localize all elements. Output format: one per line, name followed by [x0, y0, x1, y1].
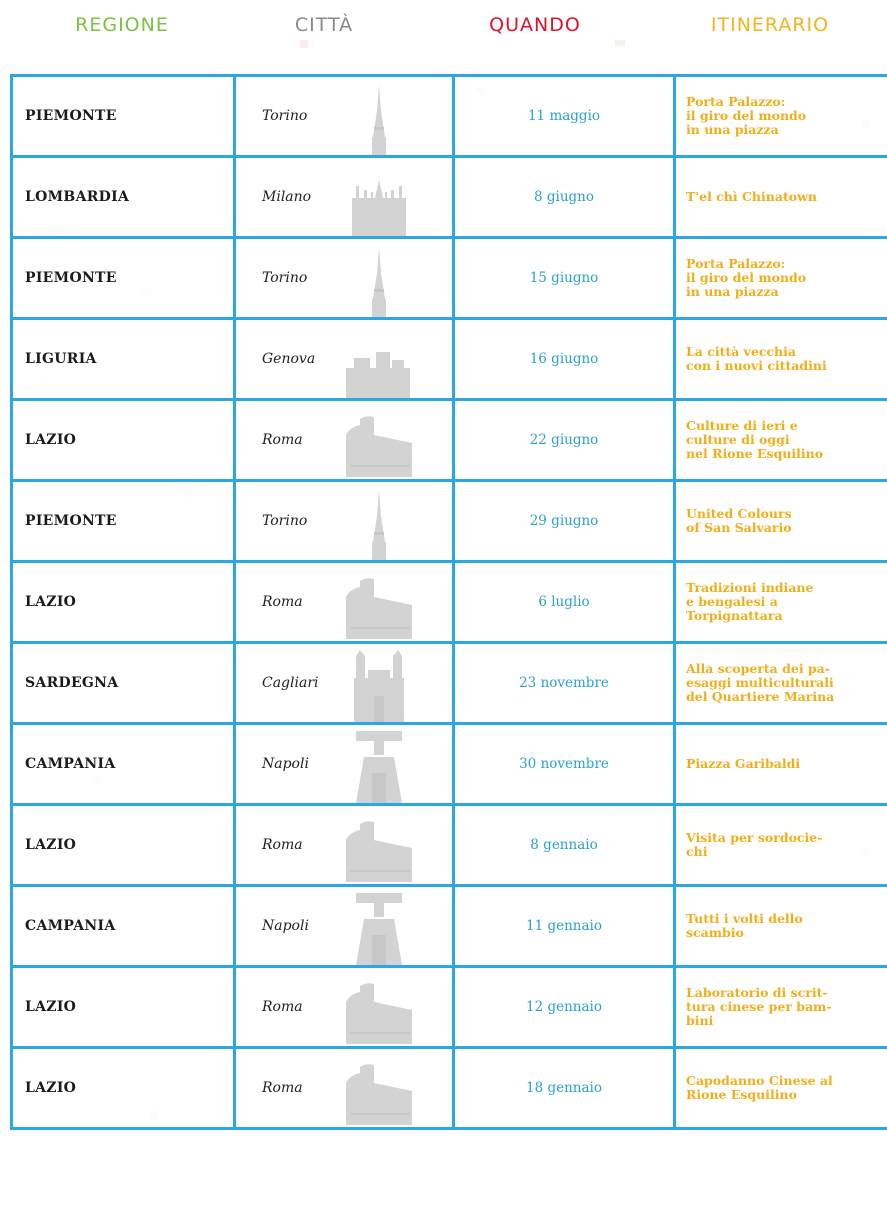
quando-cell: 8 giugno [454, 157, 675, 238]
itinerario-cell [675, 238, 887, 319]
vesuvio-napoli-icon [344, 729, 414, 803]
table-row [12, 400, 887, 481]
table-row [12, 886, 887, 967]
citta-cell [235, 400, 454, 481]
itinerario-line: of San Salvario [686, 521, 792, 535]
citta-name: Roma [262, 432, 303, 448]
citta-name: Milano [262, 189, 312, 205]
citta-name: Cagliari [262, 675, 319, 691]
header-itinerario: ITINERARIO [710, 14, 830, 36]
citta-cell [235, 886, 454, 967]
itinerario-cell [675, 562, 887, 643]
citta-name: Roma [262, 837, 303, 853]
schedule-table [10, 74, 887, 1130]
header-regione: REGIONE [75, 14, 169, 36]
itinerario-cell [675, 967, 887, 1048]
table-row [12, 562, 887, 643]
itinerario-line: nel Rione Esquilino [686, 447, 824, 461]
citta-name: Roma [262, 1080, 303, 1096]
itinerario-line: del Quartiere Marina [686, 690, 835, 704]
regione-cell: LAZIO [12, 562, 235, 643]
vesuvio-napoli-icon [344, 891, 414, 965]
citta-cell [235, 481, 454, 562]
quando-cell: 6 luglio [454, 562, 675, 643]
quando-cell: 11 maggio [454, 76, 675, 157]
citta-name: Torino [262, 108, 308, 124]
itinerario-line: tura cinese per bam- [686, 1000, 832, 1014]
regione-cell: PIEMONTE [12, 481, 235, 562]
regione-cell: LAZIO [12, 400, 235, 481]
regione-cell: PIEMONTE [12, 238, 235, 319]
citta-cell [235, 967, 454, 1048]
regione-cell: LAZIO [12, 967, 235, 1048]
regione-cell: CAMPANIA [12, 724, 235, 805]
colosseum-icon [344, 810, 414, 884]
itinerario-line: il giro del mondo [686, 271, 807, 285]
citta-cell [235, 643, 454, 724]
mole-antonelliana-icon [344, 486, 414, 560]
quando-cell: 12 gennaio [454, 967, 675, 1048]
citta-name: Napoli [262, 756, 309, 772]
header-citta: CITTÀ [294, 14, 354, 36]
itinerario-cell [675, 805, 887, 886]
regione-cell: CAMPANIA [12, 886, 235, 967]
table-row [12, 238, 887, 319]
itinerario-cell [675, 724, 887, 805]
itinerario-cell [675, 886, 887, 967]
itinerario-line: scambio [686, 926, 744, 940]
itinerario-line: il giro del mondo [686, 109, 807, 123]
regione-cell: SARDEGNA [12, 643, 235, 724]
citta-cell [235, 562, 454, 643]
table-row [12, 805, 887, 886]
table-row [12, 319, 887, 400]
itinerario-line: in una piazza [686, 123, 779, 137]
regione-cell: LAZIO [12, 805, 235, 886]
itinerario-line: Torpignattara [686, 609, 783, 623]
quando-cell: 29 giugno [454, 481, 675, 562]
itinerario-line: in una piazza [686, 285, 779, 299]
duomo-milano-icon [344, 162, 414, 236]
itinerario-line: United Colours [686, 507, 792, 521]
itinerario-line: Culture di ieri e [686, 419, 798, 433]
itinerario-line: Visita per sordocie- [686, 831, 823, 845]
citta-cell [235, 805, 454, 886]
itinerario-line: chi [686, 845, 708, 859]
citta-name: Torino [262, 270, 308, 286]
itinerario-line: Capodanno Cinese al [686, 1074, 833, 1088]
citta-cell [235, 724, 454, 805]
header-quando: QUANDO [489, 14, 581, 36]
itinerario-line: esaggi multiculturali [686, 676, 834, 690]
itinerario-line: bini [686, 1014, 714, 1028]
itinerario-line: con i nuovi cittadini [686, 359, 827, 373]
itinerario-line: Laboratorio di scrit- [686, 986, 828, 1000]
itinerario-line: Porta Palazzo: [686, 95, 786, 109]
quando-cell: 18 gennaio [454, 1048, 675, 1129]
regione-cell: LIGURIA [12, 319, 235, 400]
citta-name: Napoli [262, 918, 309, 934]
citta-cell [235, 1048, 454, 1129]
itinerario-line: e bengalesi a [686, 595, 778, 609]
citta-cell [235, 76, 454, 157]
citta-cell [235, 319, 454, 400]
citta-name: Roma [262, 999, 303, 1015]
citta-cell [235, 157, 454, 238]
quando-cell: 11 gennaio [454, 886, 675, 967]
quando-cell: 23 novembre [454, 643, 675, 724]
table-row [12, 1048, 887, 1129]
itinerario-line: Tutti i volti dello [686, 912, 803, 926]
itinerario-cell [675, 76, 887, 157]
colosseum-icon [344, 972, 414, 1046]
itinerario-line: culture di oggi [686, 433, 790, 447]
colosseum-icon [344, 405, 414, 479]
table-row [12, 724, 887, 805]
mole-antonelliana-icon [344, 243, 414, 317]
itinerario-line: Porta Palazzo: [686, 257, 786, 271]
table-row [12, 157, 887, 238]
quando-cell: 16 giugno [454, 319, 675, 400]
itinerario-cell [675, 319, 887, 400]
itinerario-cell [675, 400, 887, 481]
table-row [12, 76, 887, 157]
itinerario-cell [675, 157, 887, 238]
quando-cell: 22 giugno [454, 400, 675, 481]
citta-cell [235, 238, 454, 319]
itinerario-line: Piazza Garibaldi [686, 757, 801, 771]
regione-cell: PIEMONTE [12, 76, 235, 157]
itinerario-line: Rione Esquilino [686, 1088, 797, 1102]
bastione-cagliari-icon [344, 648, 414, 722]
colosseum-icon [344, 567, 414, 641]
quando-cell: 15 giugno [454, 238, 675, 319]
column-headers [0, 0, 887, 60]
citta-name: Genova [262, 351, 316, 367]
itinerario-line: T'el chì Chinatown [686, 190, 817, 204]
itinerario-cell [675, 481, 887, 562]
colosseum-icon [344, 1053, 414, 1127]
citta-name: Roma [262, 594, 303, 610]
mole-antonelliana-icon [344, 81, 414, 155]
table-row [12, 643, 887, 724]
quando-cell: 30 novembre [454, 724, 675, 805]
lanterna-genova-icon [344, 324, 414, 398]
itinerario-line: La città vecchia [686, 345, 796, 359]
table-row [12, 481, 887, 562]
itinerario-cell [675, 643, 887, 724]
quando-cell: 8 gennaio [454, 805, 675, 886]
regione-cell: LOMBARDIA [12, 157, 235, 238]
citta-name: Torino [262, 513, 308, 529]
regione-cell: LAZIO [12, 1048, 235, 1129]
itinerario-cell [675, 1048, 887, 1129]
table-row [12, 967, 887, 1048]
itinerario-line: Alla scoperta dei pa- [686, 662, 830, 676]
itinerario-line: Tradizioni indiane [686, 581, 814, 595]
